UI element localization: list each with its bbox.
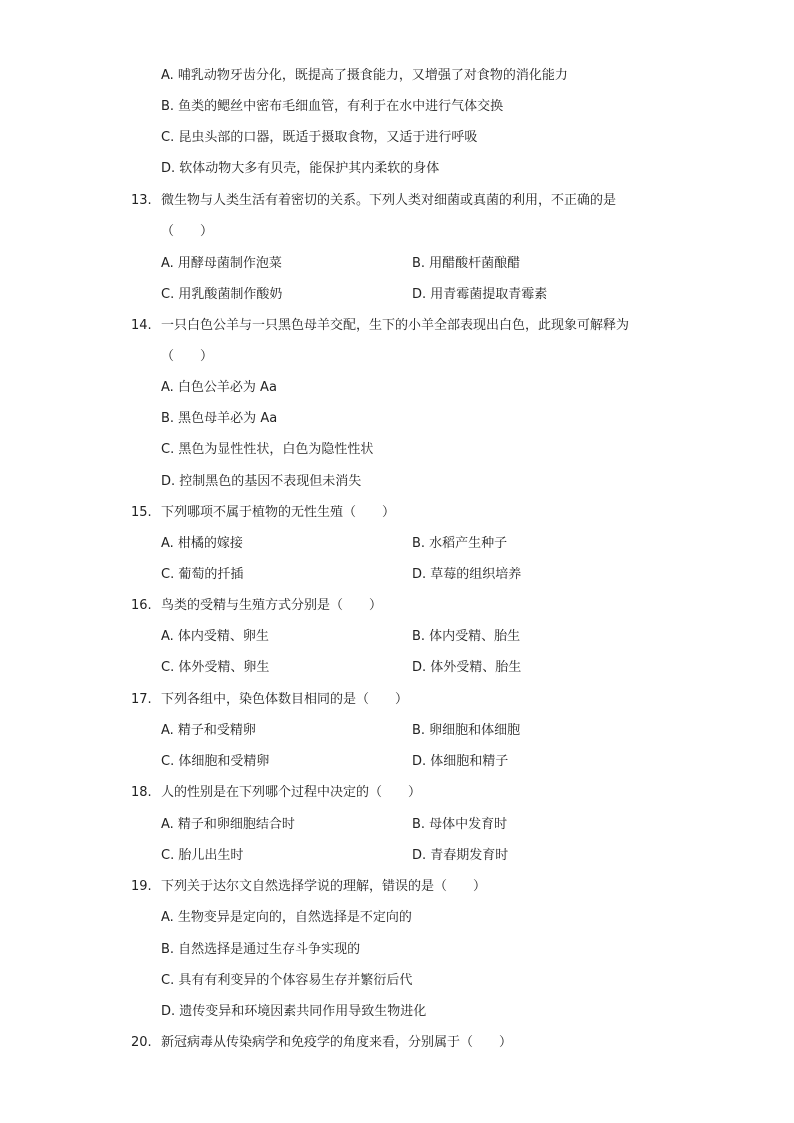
question-stem: 鸟类的受精与生殖方式分别是（ ）	[161, 598, 383, 613]
question-number: 18.	[131, 785, 152, 800]
q18-option-b: B. 母体中发育时	[412, 817, 508, 832]
option-text: C. 昆虫头部的口器，既适于摄取食物，又适于进行呼吸	[161, 130, 478, 145]
question-number: 14.	[131, 318, 152, 333]
option-text: B. 鱼类的鳃丝中密布毛细血管，有利于在水中进行气体交换	[161, 99, 504, 114]
q15-option-d: D. 草莓的组织培养	[412, 567, 522, 582]
question-stem: 新冠病毒从传染病学和免疫学的角度来看，分别属于（ ）	[161, 1035, 513, 1050]
q16-option-b: B. 体内受精、胎生	[412, 629, 521, 644]
question-stem: 微生物与人类生活有着密切的关系。下列人类对细菌或真菌的利用，不正确的是	[161, 193, 617, 208]
question-number: 15.	[131, 505, 152, 520]
question-stem: 下列哪项不属于植物的无性生殖（ ）	[161, 505, 396, 520]
q18-option-a: A. 精子和卵细胞结合时	[161, 817, 295, 832]
question-number: 20.	[131, 1035, 152, 1050]
q18-option-c: C. 胎儿出生时	[161, 848, 244, 863]
question-number: 16.	[131, 598, 152, 613]
answer-blank: （ ）	[161, 224, 214, 239]
question-number: 13.	[131, 193, 152, 208]
q13-option-d: D. 用青霉菌提取青霉素	[412, 287, 548, 302]
q17-option-b: B. 卵细胞和体细胞	[412, 723, 521, 738]
option-text: D. 软体动物大多有贝壳，能保护其内柔软的身体	[161, 161, 440, 176]
option-text: C. 具有有利变异的个体容易生存并繁衍后代	[161, 973, 413, 988]
q13-option-c: C. 用乳酸菌制作酸奶	[161, 287, 283, 302]
q16-option-d: D. 体外受精、胎生	[412, 660, 522, 675]
q18-option-d: D. 青春期发育时	[412, 848, 509, 863]
option-text: B. 自然选择是通过生存斗争实现的	[161, 942, 361, 957]
q17-option-d: D. 体细胞和精子	[412, 754, 509, 769]
q13-option-b: B. 用醋酸杆菌酿醋	[412, 256, 521, 271]
q16-option-a: A. 体内受精、卵生	[161, 629, 269, 644]
q15-option-c: C. 葡萄的扦插	[161, 567, 244, 582]
q15-option-a: A. 柑橘的嫁接	[161, 536, 243, 551]
option-text: A. 白色公羊必为 Aa	[161, 380, 277, 395]
answer-blank: （ ）	[161, 349, 214, 364]
q15-option-b: B. 水稻产生种子	[412, 536, 508, 551]
option-text: B. 黑色母羊必为 Aa	[161, 411, 278, 426]
option-text: D. 遗传变异和环境因素共同作用导致生物进化	[161, 1004, 427, 1019]
q17-option-c: C. 体细胞和受精卵	[161, 754, 270, 769]
question-stem: 人的性别是在下列哪个过程中决定的（ ）	[161, 785, 422, 800]
question-stem: 下列关于达尔文自然选择学说的理解，错误的是（ ）	[161, 879, 487, 894]
option-text: A. 生物变异是定向的，自然选择是不定向的	[161, 910, 412, 925]
question-stem: 一只白色公羊与一只黑色母羊交配，生下的小羊全部表现出白色，此现象可解释为	[161, 318, 630, 333]
q13-option-a: A. 用酵母菌制作泡菜	[161, 256, 282, 271]
question-number: 17.	[131, 692, 152, 707]
q17-option-a: A. 精子和受精卵	[161, 723, 256, 738]
option-text: C. 黑色为显性性状，白色为隐性性状	[161, 442, 374, 457]
question-stem: 下列各组中，染色体数目相同的是（ ）	[161, 692, 409, 707]
option-text: A. 哺乳动物牙齿分化，既提高了摄食能力，又增强了对食物的消化能力	[161, 68, 568, 83]
q16-option-c: C. 体外受精、卵生	[161, 660, 270, 675]
question-number: 19.	[131, 879, 152, 894]
option-text: D. 控制黑色的基因不表现但未消失	[161, 474, 362, 489]
